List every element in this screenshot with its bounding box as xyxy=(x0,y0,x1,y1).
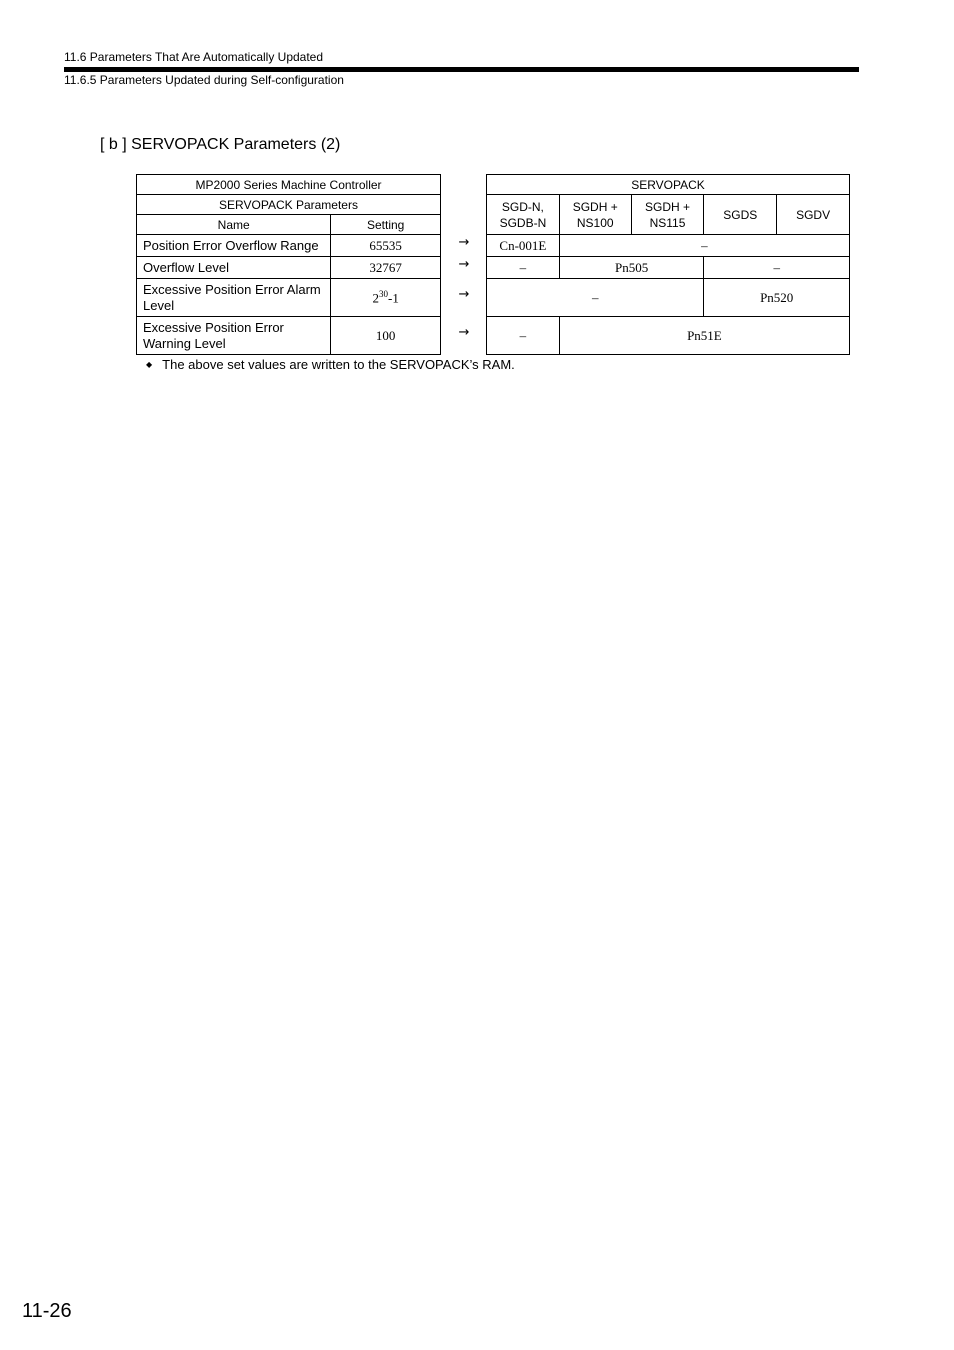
arrow-icon: → xyxy=(458,287,470,302)
page-number: 11-26 xyxy=(22,1300,72,1322)
param-setting: 65535 xyxy=(331,235,441,257)
header-rule xyxy=(64,67,859,72)
param-name: Excessive Position Error Warning Level xyxy=(137,317,331,355)
servopack-cell: – xyxy=(487,317,560,355)
model-sgds: SGDS xyxy=(704,195,777,235)
setting-exponent: 30 xyxy=(379,288,388,299)
col-header-setting: Setting xyxy=(331,215,441,235)
arrow-icon: → xyxy=(458,325,470,340)
servopack-cell: – xyxy=(487,279,704,317)
arrow-icon: → xyxy=(458,257,470,272)
arrow-icon: → xyxy=(458,235,470,250)
table-row xyxy=(487,279,850,317)
servopack-cell: Pn51E xyxy=(559,317,849,355)
col-header-name: Name xyxy=(137,215,331,235)
param-setting xyxy=(331,279,441,317)
servopack-cell: – xyxy=(559,235,849,257)
param-setting: 32767 xyxy=(331,257,441,279)
param-name: Overflow Level xyxy=(137,257,331,279)
param-setting: 100 xyxy=(331,317,441,355)
table-row xyxy=(137,257,441,279)
setting-base: 2 xyxy=(372,290,379,306)
footnote-text: The above set values are written to the SERVOPACK’s RAM. xyxy=(162,357,515,372)
servopack-cell: Pn505 xyxy=(559,257,704,279)
model-sgdv: SGDV xyxy=(777,195,850,235)
section-title: [ b ] SERVOPACK Parameters (2) xyxy=(100,136,341,153)
diamond-bullet-icon: ◆ xyxy=(146,360,153,369)
mp-table-subtitle: SERVOPACK Parameters xyxy=(137,195,441,215)
setting-suffix: -1 xyxy=(388,290,399,306)
param-name: Excessive Position Error Alarm Level xyxy=(137,279,331,317)
servopack-cell: – xyxy=(704,257,850,279)
mp-parameter-table xyxy=(136,174,441,355)
model-sgd-n: SGD-N, SGDB-N xyxy=(487,195,560,235)
model-sgdh-ns100: SGDH + NS100 xyxy=(559,195,631,235)
table-row xyxy=(137,235,441,257)
model-sgdh-ns115: SGDH + NS115 xyxy=(631,195,704,235)
servopack-table xyxy=(486,174,850,355)
table-row xyxy=(487,317,850,355)
param-name: Position Error Overflow Range xyxy=(137,235,331,257)
servopack-table-title: SERVOPACK xyxy=(487,175,850,195)
table-row xyxy=(487,235,850,257)
header-subsection: 11.6.5 Parameters Updated during Self-configuration xyxy=(64,73,344,87)
table-row xyxy=(137,279,441,317)
table-row xyxy=(487,257,850,279)
mp-table-title: MP2000 Series Machine Controller xyxy=(137,175,441,195)
table-row xyxy=(137,317,441,355)
header-section: 11.6 Parameters That Are Automatically Updated xyxy=(64,50,324,64)
servopack-cell: Pn520 xyxy=(704,279,850,317)
servopack-cell: Cn-001E xyxy=(487,235,560,257)
servopack-cell: – xyxy=(487,257,560,279)
footnote xyxy=(146,357,515,372)
